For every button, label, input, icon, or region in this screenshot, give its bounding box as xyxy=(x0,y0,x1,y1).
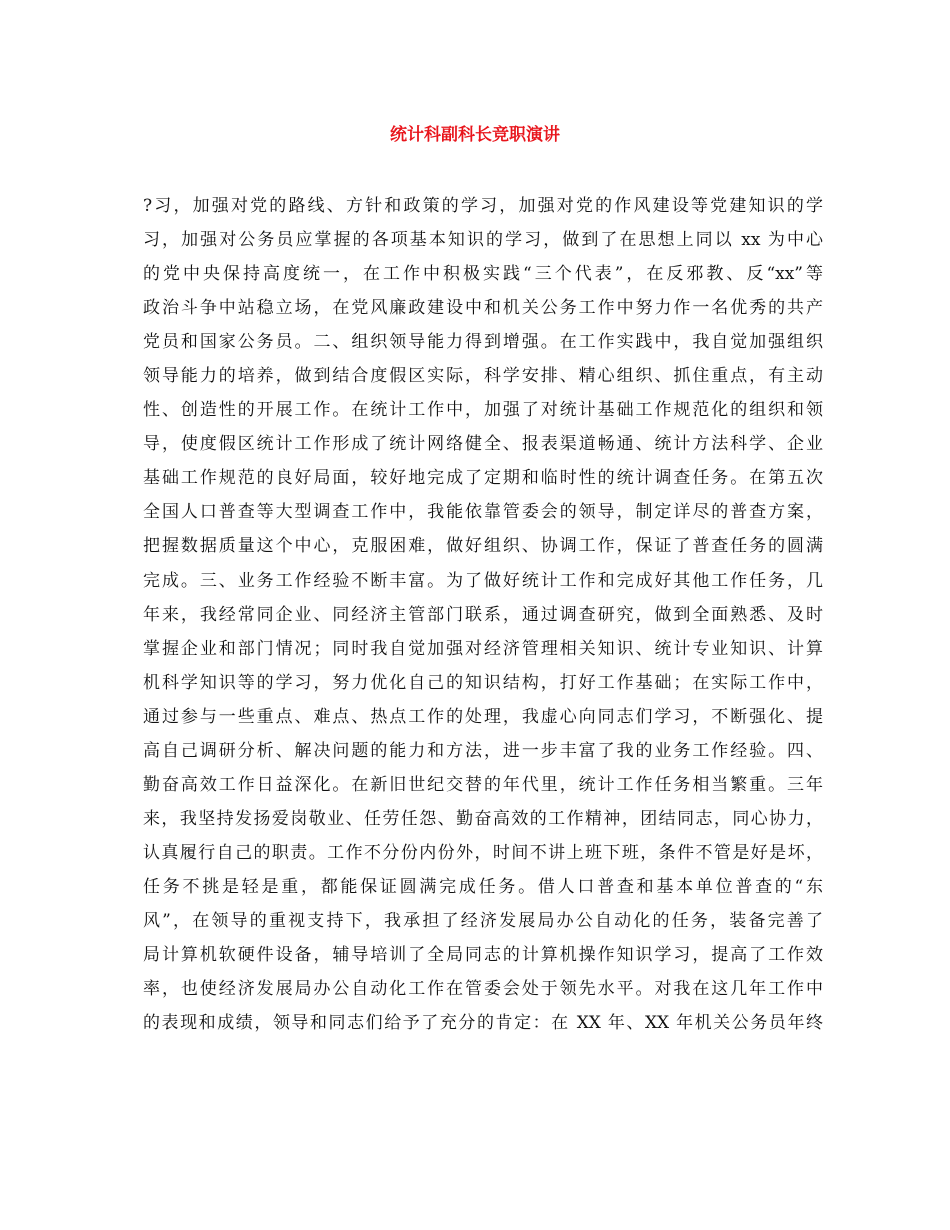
body-line: 的表现和成绩，领导和同志们给予了充分的肯定：在 XX 年、XX 年机关公务员年终 xyxy=(143,1013,823,1034)
body-line: 基础工作规范的良好局面，较好地完成了定期和临时性的统计调查任务。在第五次 xyxy=(143,468,823,489)
body-line: 高自己调研分析、解决问题的能力和方法，进一步丰富了我的业务工作经验。四、 xyxy=(143,740,823,761)
body-line: 通过参与一些重点、难点、热点工作的处理，我虚心向同志们学习，不断强化、提 xyxy=(143,706,823,727)
body-line: 率，也使经济发展局办公自动化工作在管委会处于领先水平。对我在这几年工作中 xyxy=(143,979,823,1000)
document-body xyxy=(143,189,823,1040)
body-line: 风”，在领导的重视支持下，我承担了经济发展局办公自动化的任务，装备完善了 xyxy=(143,910,823,931)
body-line: 掌握企业和部门情况；同时我自觉加强对经济管理相关知识、统计专业知识、计算 xyxy=(143,638,823,659)
body-line: 来，我坚持发扬爱岗敬业、任劳任怨、勤奋高效的工作精神，团结同志，同心协力， xyxy=(143,808,823,829)
body-line: 政治斗争中站稳立场，在党风廉政建设中和机关公务工作中努力作一名优秀的共产 xyxy=(143,298,823,319)
body-line: 导，使度假区统计工作形成了统计网络健全、报表渠道畅通、统计方法科学、企业 xyxy=(143,434,823,455)
body-line: ?习，加强对党的路线、方针和政策的学习，加强对党的作风建设等党建知识的学 xyxy=(143,196,823,216)
body-line: 认真履行自己的职责。工作不分份内份外，时间不讲上班下班，条件不管是好是坏， xyxy=(143,842,823,863)
body-line: 领导能力的培养，做到结合度假区实际，科学安排、精心组织、抓住重点，有主动 xyxy=(143,366,823,387)
body-line: 勤奋高效工作日益深化。在新旧世纪交替的年代里，统计工作任务相当繁重。三年 xyxy=(143,774,823,795)
body-line: 年来，我经常同企业、同经济主管部门联系，通过调查研究，做到全面熟悉、及时 xyxy=(143,604,823,625)
body-line: 性、创造性的开展工作。在统计工作中，加强了对统计基础工作规范化的组织和领 xyxy=(143,400,823,421)
body-line: 党员和国家公务员。二、组织领导能力得到增强。在工作实践中，我自觉加强组织 xyxy=(143,332,823,353)
body-line: 习，加强对公务员应掌握的各项基本知识的学习，做到了在思想上同以 xx 为中心 xyxy=(143,230,823,251)
body-line: 任务不挑是轻是重，都能保证圆满完成任务。借人口普查和基本单位普查的“东 xyxy=(143,876,823,897)
document-title: 统计科副科长竞职演讲 xyxy=(390,125,560,145)
body-line: 的党中央保持高度统一，在工作中积极实践“三个代表”，在反邪教、反“xx”等 xyxy=(143,264,823,285)
body-line: 把握数据质量这个中心，克服困难，做好组织、协调工作，保证了普查任务的圆满 xyxy=(143,536,823,557)
body-line: 机科学知识等的学习，努力优化自己的知识结构，打好工作基础；在实际工作中， xyxy=(143,672,823,693)
body-line: 完成。三、业务工作经验不断丰富。为了做好统计工作和完成好其他工作任务，几 xyxy=(143,570,823,591)
body-line: 局计算机软硬件设备，辅导培训了全局同志的计算机操作知识学习，提高了工作效 xyxy=(143,945,823,966)
body-line: 全国人口普查等大型调查工作中，我能依靠管委会的领导，制定详尽的普查方案， xyxy=(143,502,823,523)
